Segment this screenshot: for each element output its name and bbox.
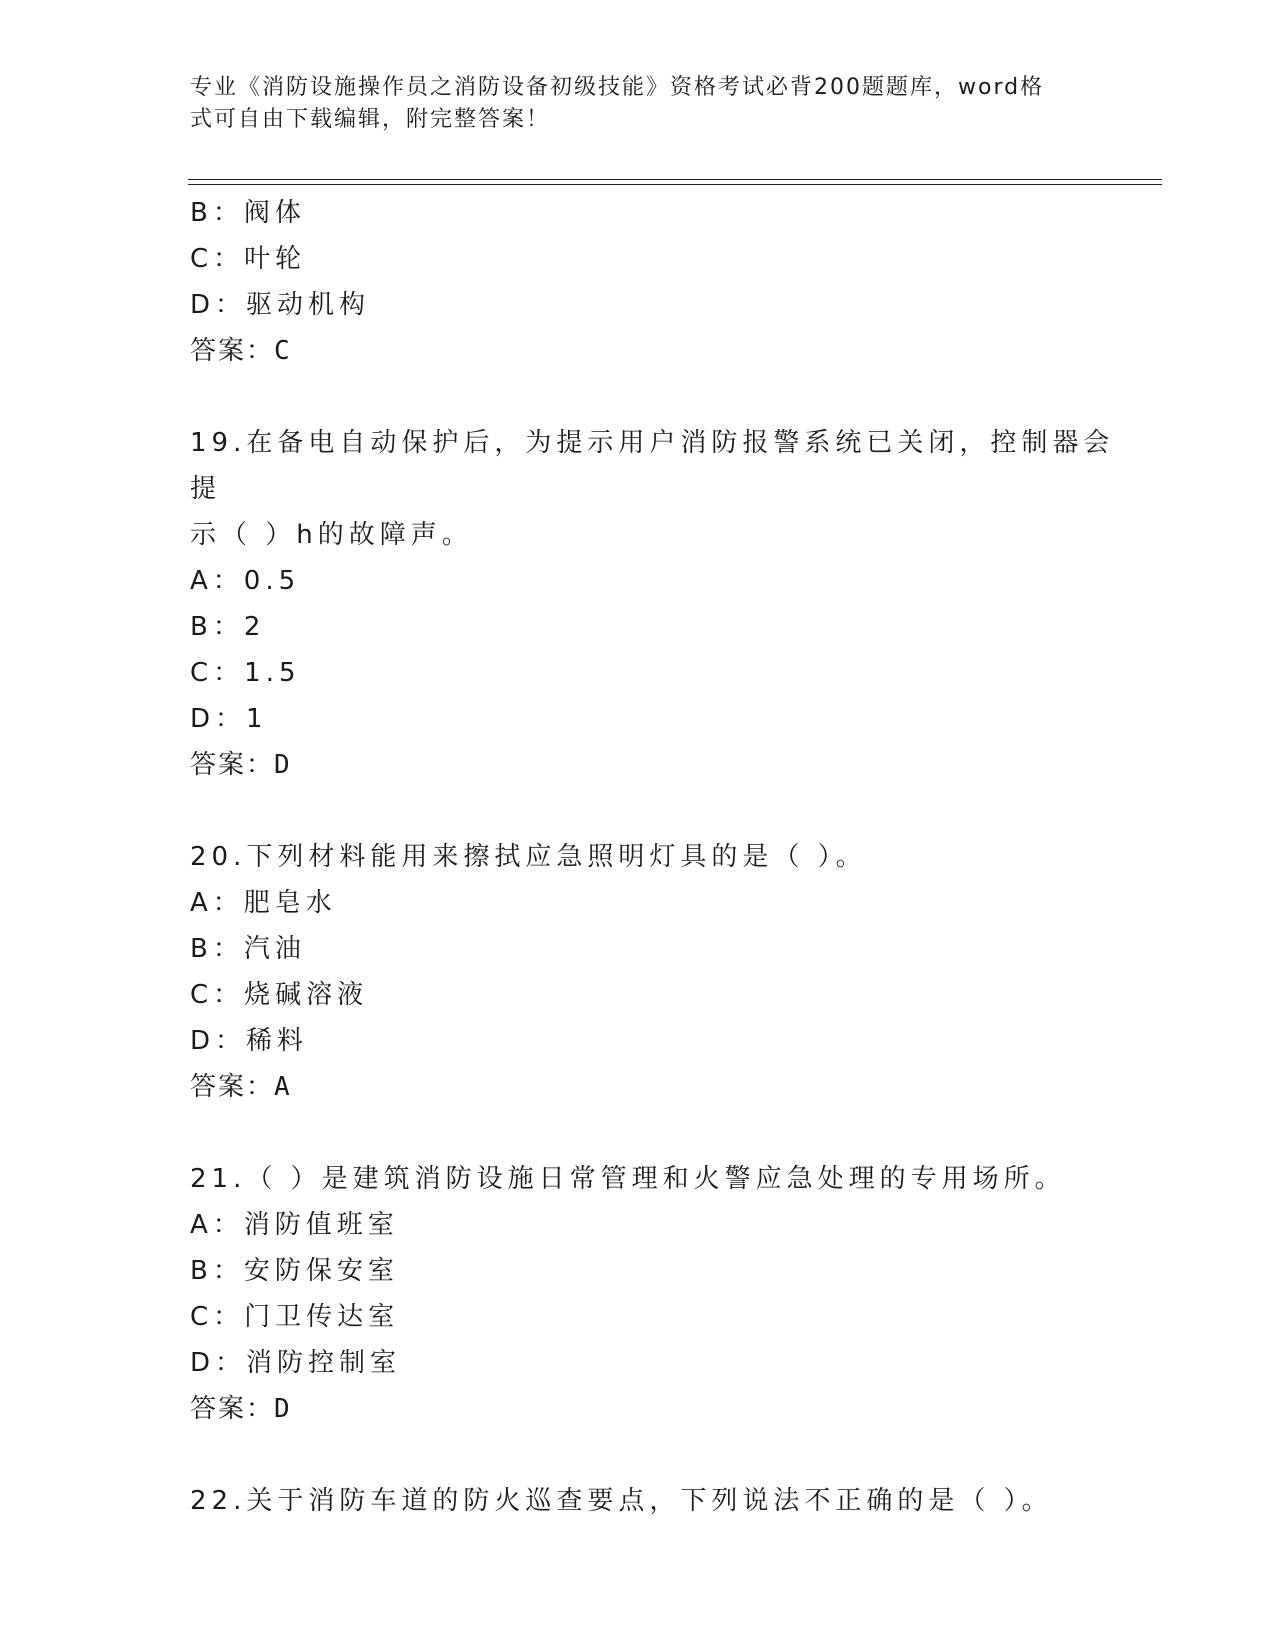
question-stem-line-2: 示（ ）h的故障声。: [190, 520, 473, 550]
question-block-22: [190, 1478, 1120, 1524]
option-c: C：1.5: [190, 658, 301, 688]
option-a: A：肥皂水: [190, 888, 337, 918]
answer-line: [190, 742, 1120, 788]
header-rule-bottom: [188, 184, 1162, 185]
answer-value: A: [274, 1072, 292, 1102]
option-a: A：0.5: [190, 566, 301, 596]
question-stem: [190, 1478, 1120, 1524]
option-c: C：烧碱溶液: [190, 980, 369, 1010]
page-header: [190, 72, 1090, 136]
option-c: C：门卫传达室: [190, 1302, 400, 1332]
option-d: D：稀料: [190, 1026, 309, 1056]
question-block-18: [190, 190, 1120, 374]
option-c: C：叶轮: [190, 244, 307, 274]
answer-label: 答案：: [190, 1072, 275, 1102]
question-stem: [190, 1156, 1120, 1202]
option-b: B：汽油: [190, 934, 306, 964]
answer-line: [190, 1064, 1120, 1110]
answer-value: D: [274, 750, 292, 780]
answer-label: 答案：: [190, 750, 275, 780]
answer-label: 答案：: [190, 336, 275, 366]
option-b: B：阀体: [190, 198, 306, 228]
question-stem: [190, 420, 1120, 558]
option-a: A：消防值班室: [190, 1210, 399, 1240]
option-b: B：安防保安室: [190, 1256, 399, 1286]
header-line-2: 式可自由下载编辑，附完整答案！: [190, 107, 551, 132]
answer-line: [190, 1386, 1120, 1432]
answer-value: D: [274, 1394, 292, 1424]
option-d: D：驱动机构: [190, 290, 371, 320]
option-b: B：2: [190, 612, 266, 642]
header-line-1: 专业《消防设施操作员之消防设备初级技能》资格考试必背200题题库，word格: [190, 75, 1045, 100]
option-d: D：1: [190, 704, 268, 734]
answer-value: C: [274, 336, 292, 366]
question-stem-line-1: 22.关于消防车道的防火巡查要点，下列说法不正确的是（ ）。: [190, 1486, 1053, 1516]
question-stem-line-1: 21.（ ）是建筑消防设施日常管理和火警应急处理的专用场所。: [190, 1164, 1066, 1194]
question-block-20: [190, 834, 1120, 1110]
answer-line: [190, 328, 1120, 374]
option-d: D：消防控制室: [190, 1348, 402, 1378]
question-block-21: [190, 1156, 1120, 1432]
answer-label: 答案：: [190, 1394, 275, 1424]
question-stem: [190, 834, 1120, 880]
question-block-19: [190, 420, 1120, 788]
question-stem-line-1: 20.下列材料能用来擦拭应急照明灯具的是（ ）。: [190, 842, 867, 872]
header-rule-top: [188, 179, 1162, 180]
question-stem-line-1: 19.在备电自动保护后，为提示用户消防报警系统已关闭，控制器会提: [190, 428, 1115, 504]
question-list: [190, 190, 1120, 1524]
